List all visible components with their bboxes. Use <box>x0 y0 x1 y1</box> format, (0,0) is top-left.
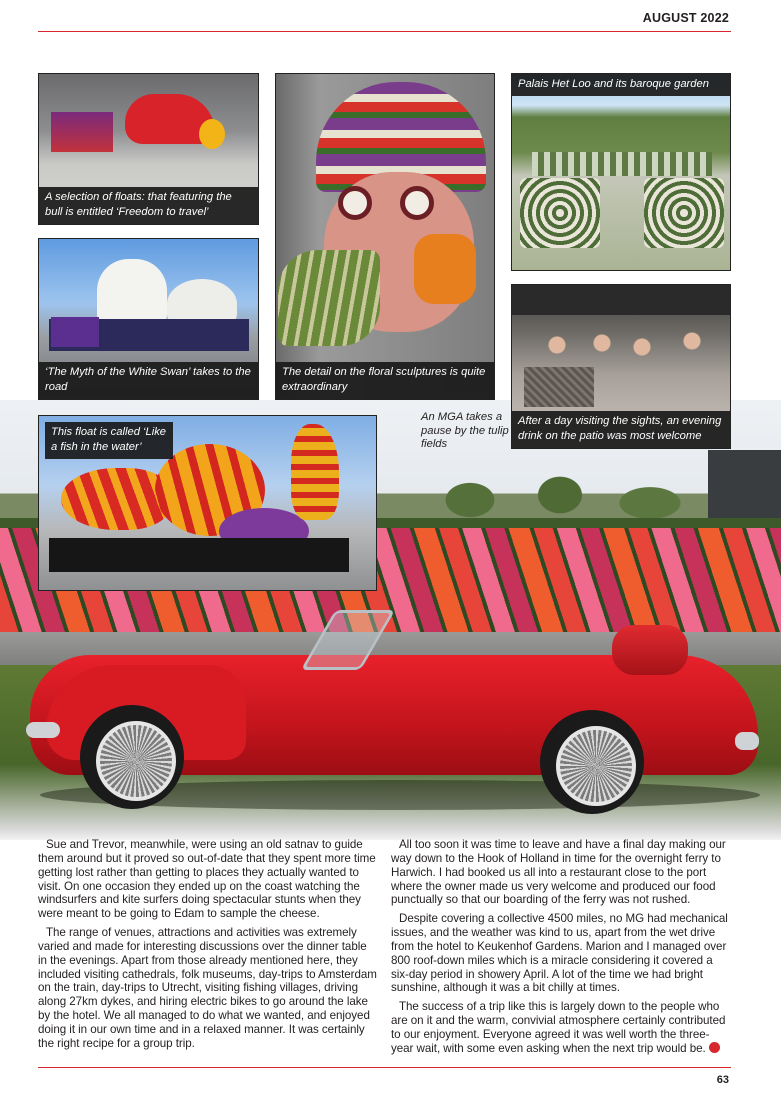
end-mark-icon <box>709 1042 720 1053</box>
palais-caption: Palais Het Loo and its baroque garden <box>512 74 730 96</box>
article-paragraph: Despite covering a collective 4500 miles, no MG had mechanical issues, and the weather was kind to us, apart from the wet drive from the hotel to Keukenhof Gardens. Marion and I managed over 800 roof-down miles which is a miracle considering it covered a six-day period in showery April. A lot of the time we had bright sunshine, although it was a bit chilly at times. <box>391 912 728 995</box>
swan-caption: ‘The Myth of the White Swan’ takes to the road <box>39 362 258 399</box>
article-paragraph: Sue and Trevor, meanwhile, were using an old satnav to guide them around but it proved so out-of-date that they spent more time getting lost rather than getting to places they actually wanted to visit. On one occasion they ended up on the coast watching the windsurfers and kite surfers doing spectacular stunts when they were meant to be going to Edam to sample the cheese. <box>38 838 376 921</box>
floral-detail-caption: The detail on the floral sculptures is quite extraordinary <box>276 362 494 399</box>
floral-sculpture-photo <box>275 73 495 400</box>
white-swan-photo <box>38 238 259 400</box>
page-number: 63 <box>716 1074 729 1086</box>
fish-caption: This float is called ‘Like a fish in the water’ <box>45 422 173 459</box>
footer-rule <box>38 1067 731 1068</box>
floats-caption: A selection of floats: that featuring the bull is entitled ‘Freedom to travel’ <box>39 187 258 224</box>
article-paragraph: All too soon it was time to leave and have a final day making our way down to the Hook of Holland in time for the overnight ferry to Harwich. I had booked us all into a restaurant close to the port where the owner made us very welcome and produced our food punctually so that our boarding of the ferry was not rushed. <box>391 838 726 907</box>
article-paragraph-text: The success of a trip like this is largely down to the people who are on it and the warm, convivial atmosphere certainly contributed to our enjoyment. Everyone agreed it was well worth the three-year wait, with some even asking when the next trip would be. <box>391 1000 726 1055</box>
fish-float-photo <box>38 415 377 591</box>
patio-caption: After a day visiting the sights, an evening drink on the patio was most welcome <box>512 411 730 448</box>
patio-photo <box>511 284 731 449</box>
mga-caption: An MGA takes a pause by the tulip fields <box>421 411 509 450</box>
palais-het-loo-photo <box>511 73 731 271</box>
article-paragraph: The range of venues, attractions and activities was extremely varied and made for interesting discussions over the dinner table in the evenings. Apart from those already mentioned here, they included visiting cathedrals, folk museums, day-trips to Amsterdam on the train, day-trips to Utrecht, visiting fishing villages, driving along 27km dykes, and hiring electric bikes to go around the lake by the hotel. We all managed to do what we wanted, and enjoyed doing it in our own time and in a relaxed manner. It was certainly the right recipe for a group trip. <box>38 926 377 1050</box>
article-column-right <box>391 838 731 1061</box>
floats-photo <box>38 73 259 225</box>
article-column-left <box>38 838 378 1056</box>
page-header-title: AUGUST 2022 <box>642 11 729 25</box>
header-rule <box>38 31 731 32</box>
rear-wire-wheel <box>540 710 644 814</box>
front-wire-wheel <box>80 705 184 809</box>
article-paragraph <box>391 1000 731 1055</box>
